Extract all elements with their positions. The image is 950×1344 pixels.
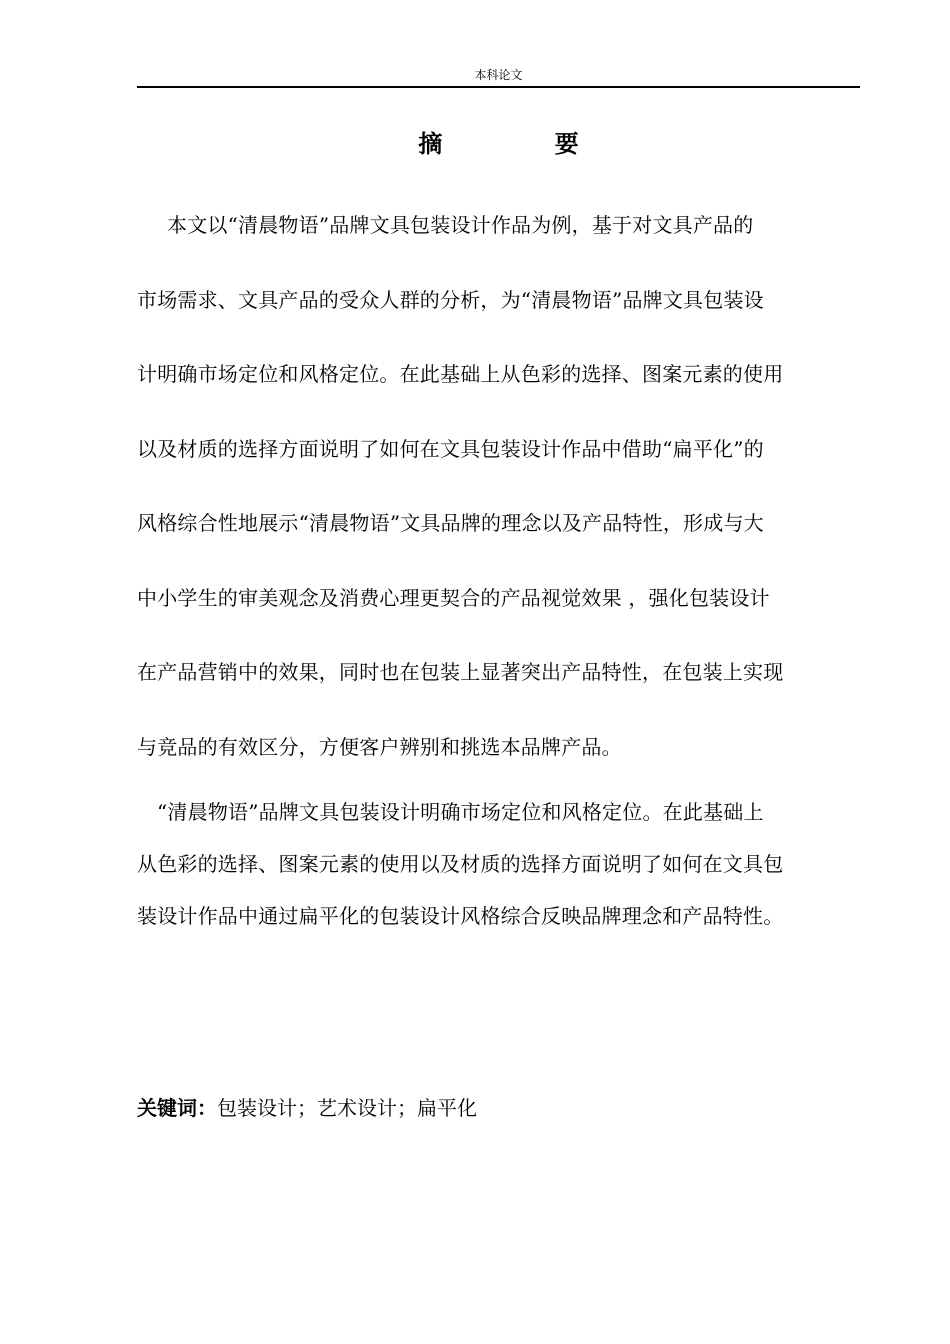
- paragraph-line: 在产品营销中的效果，同时也在包装上显著突出产品特性，在包装上实现: [137, 660, 784, 684]
- paragraph-line: 风格综合性地展示“清晨物语”文具品牌的理念以及产品特性，形成与大: [137, 511, 764, 535]
- paragraph-line: 计明确市场定位和风格定位。在此基础上从色彩的选择、图案元素的使用: [137, 362, 784, 386]
- paragraph-line: 与竞品的有效区分，方便客户辨别和挑选本品牌产品。: [137, 734, 622, 759]
- keywords-line: [137, 1088, 860, 1128]
- paragraph-line: 以及材质的选择方面说明了如何在文具包装设计作品中借助“扁平化”的: [137, 436, 764, 461]
- abstract-paragraph-1: [137, 205, 860, 801]
- paragraph-line: 市场需求、文具产品的受众人群的分析，为“清晨物语”品牌文具包装设: [137, 287, 764, 312]
- paragraph-line: 本文以“清晨物语”品牌文具包装设计作品为例，基于对文具产品的: [167, 213, 754, 237]
- paragraph-line: “清晨物语”品牌文具包装设计明确市场定位和风格定位。在此基础上: [157, 800, 764, 824]
- keywords-value: 包装设计；艺术设计；扁平化: [217, 1096, 477, 1120]
- paragraph-line: 从色彩的选择、图案元素的使用以及材质的选择方面说明了如何在文具包: [137, 852, 784, 876]
- abstract-paragraph-2: [137, 792, 860, 948]
- paragraph-line: 中小学生的审美观念及消费心理更契合的产品视觉效果 ，强化包装设计: [137, 585, 770, 610]
- keywords-label: 关键词：: [137, 1096, 217, 1120]
- page-header: 本科论文: [137, 66, 860, 88]
- paragraph-line: 装设计作品中通过扁平化的包装设计风格综合反映品牌理念和产品特性。: [137, 904, 784, 928]
- abstract-title: 摘 要: [418, 129, 631, 158]
